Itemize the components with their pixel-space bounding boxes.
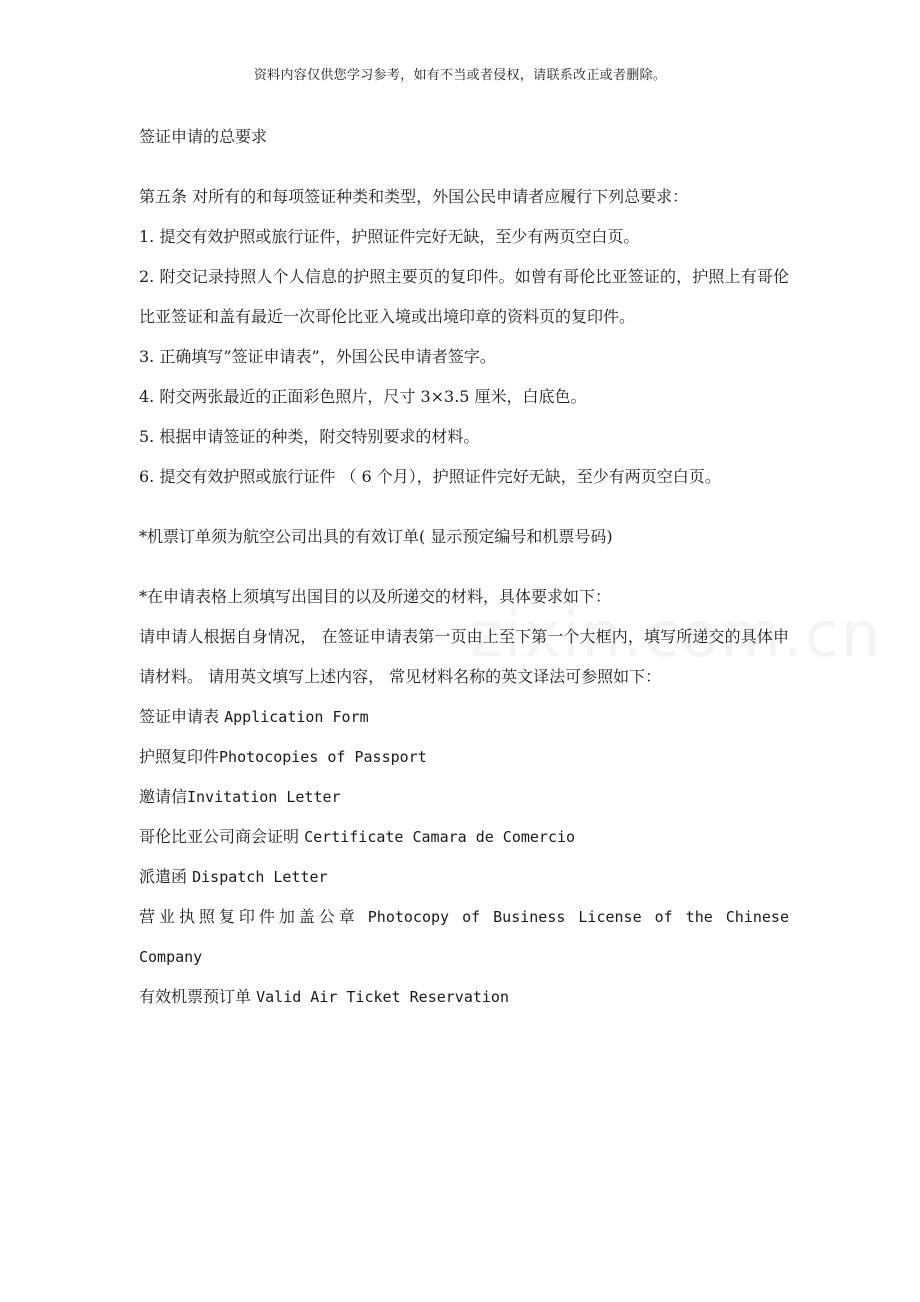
- form-instruction: 请申请人根据自身情况， 在签证申请表第一页由上至下第一个大框内，填写所递交的具体申请材料。 请用英文填写上述内容， 常见材料名称的英文译法可参照如下：: [139, 627, 789, 686]
- material-cn: 护照复印件: [139, 747, 220, 766]
- material-item: [139, 737, 789, 777]
- material-cn: 邀请信: [139, 787, 188, 806]
- material-en: Application Form: [224, 708, 369, 726]
- article-intro: 第五条 对所有的和每项签证种类和类型，外国公民申请者应履行下列总要求：: [139, 187, 689, 206]
- document-title: 签证申请的总要求: [139, 127, 268, 146]
- ticket-note: *机票订单须为航空公司出具的有效订单( 显示预定编号和机票号码): [139, 527, 613, 546]
- material-cn: 签证申请表: [139, 707, 220, 726]
- material-cn: 哥伦比亚公司商会证明: [139, 827, 300, 846]
- document-body: [139, 117, 789, 1017]
- form-note: *在申请表格上须填写出国目的以及所递交的材料，具体要求如下：: [139, 587, 612, 606]
- material-item: [139, 897, 789, 977]
- material-item: [139, 977, 789, 1017]
- material-item: [139, 857, 789, 897]
- requirement-item: 3. 正确填写”签证申请表”，外国公民申请者签字。: [139, 347, 496, 366]
- header-disclaimer: 资料内容仅供您学习参考，如有不当或者侵权，请联系改正或者删除。: [253, 68, 667, 83]
- material-cn: 营业执照复印件加盖公章: [139, 907, 359, 926]
- requirement-item: 6. 提交有效护照或旅行证件 （ 6 个月），护照证件完好无缺，至少有两页空白页。: [139, 467, 721, 486]
- material-en: Invitation Letter: [187, 788, 341, 806]
- material-en: Certificate Camara de Comercio: [304, 828, 576, 846]
- material-en: Photocopies of Passport: [219, 748, 427, 766]
- material-cn: 有效机票预订单: [139, 987, 252, 1006]
- requirement-item: 2. 附交记录持照人个人信息的护照主要页的复印件。如曾有哥伦比亚签证的，护照上有哥伦比亚签证和盖有最近一次哥伦比亚入境或出境印章的资料页的复印件。: [139, 267, 789, 326]
- material-item: [139, 777, 789, 817]
- material-item: [139, 697, 789, 737]
- requirement-item: 5. 根据申请签证的种类，附交特别要求的材料。: [139, 427, 480, 446]
- requirement-item: 1. 提交有效护照或旅行证件，护照证件完好无缺，至少有两页空白页。: [139, 227, 640, 246]
- material-item: [139, 817, 789, 857]
- requirement-item: 4. 附交两张最近的正面彩色照片，尺寸 3×3.5 厘米，白底色。: [139, 387, 587, 406]
- material-en: Valid Air Ticket Reservation: [256, 988, 509, 1006]
- material-cn: 派遣函: [139, 867, 188, 886]
- material-en: Photocopy of Business License of the Chinese Company: [139, 908, 789, 966]
- material-en: Dispatch Letter: [192, 868, 328, 886]
